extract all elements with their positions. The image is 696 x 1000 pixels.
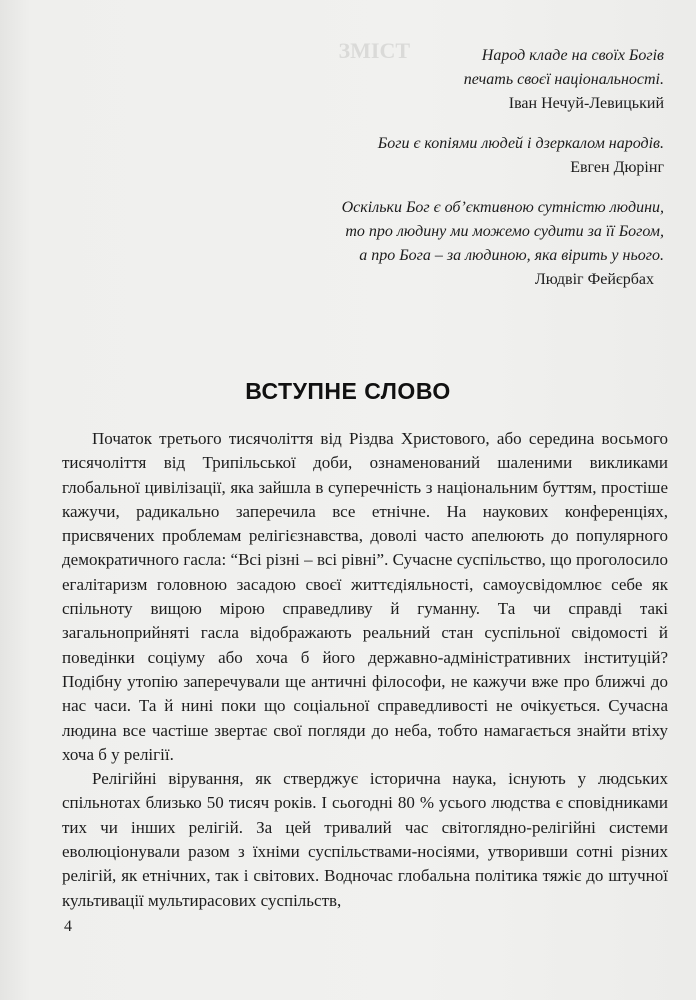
page-number: 4	[64, 918, 72, 935]
epigraph-author: Евген Дюрінг	[570, 159, 664, 176]
epigraph-quote-line: то про людину ми можемо судити за її Богом,	[345, 223, 664, 240]
epigraph-author: Іван Нечуй-Левицький	[508, 95, 664, 112]
epigraph-quote-line: Оскільки Бог є об’єктивною сутністю людини,	[341, 199, 664, 216]
epigraph-quote-line: Народ кладе на своїх Богів	[481, 47, 664, 64]
epigraph	[234, 44, 664, 116]
body-text	[62, 427, 668, 913]
epigraph-quote-line: а про Бога – за людиною, яка вірить у нього.	[359, 247, 664, 264]
epigraph-quote-line: печать своєї національності.	[463, 71, 664, 88]
epigraph	[234, 196, 664, 292]
paragraph: Релігійні вірування, як стверджує історична наука, існують у людських спільнотах близько 50 тисяч років. І сьогодні 80 % усього людства є сповідниками тих чи інших релігій. За цей тривалий час світоглядно-релігійні системи еволюціонували разом з їхніми суспільствами-носіями, утворивши сотні різних релігій, як етнічних, так і світових. Водночас глобальна політика тяжіє до штучної культивації мультирасових суспільств,	[62, 769, 668, 910]
epigraphs	[234, 44, 664, 303]
epigraph-author: Людвіг Фейєрбах	[534, 271, 654, 288]
bleed-through-text: ЗМІСТ	[338, 40, 410, 63]
epigraph	[234, 132, 664, 180]
epigraph-quote-line: Боги є копіями людей і дзеркалом народів.	[377, 135, 664, 152]
section-heading: ВСТУПНЕ СЛОВО	[245, 378, 451, 404]
paragraph: Початок третього тисячоліття від Різдва Христового, або середина восьмого тисячоліття від Трипільської доби, ознаменований шаленими викликами глобальної цивілізації, яка зайшла в суперечність з національним буттям, простіше кажучи, радикально заперечила все етнічне. На наукових конференціях, присвячених проблемам релігієзнавства, доволі часто апелюють до популярного демократичного гасла: “Всі різні – всі рівні”. Сучасне суспільство, що проголосило егалітаризм головною засадою своєї життєдіяльності, самоусвідомлює себе як спільноту вищою мірою справедливу й гуманну. Та чи справді такі загальноприйняті гасла відображають реальний стан суспільної свідомості й поведінки соціуму або хоча б його державно-адміністративних інституцій? Подібну утопію заперечували ще античні філософи, не кажучи вже про ближчі до нас часи. Та й нині поки що соціальної справедливості не очікується. Сучасна людина все частіше звертає свої погляди до неба, тобто намагається знайти втіху хоча б у релігії.	[62, 429, 668, 764]
